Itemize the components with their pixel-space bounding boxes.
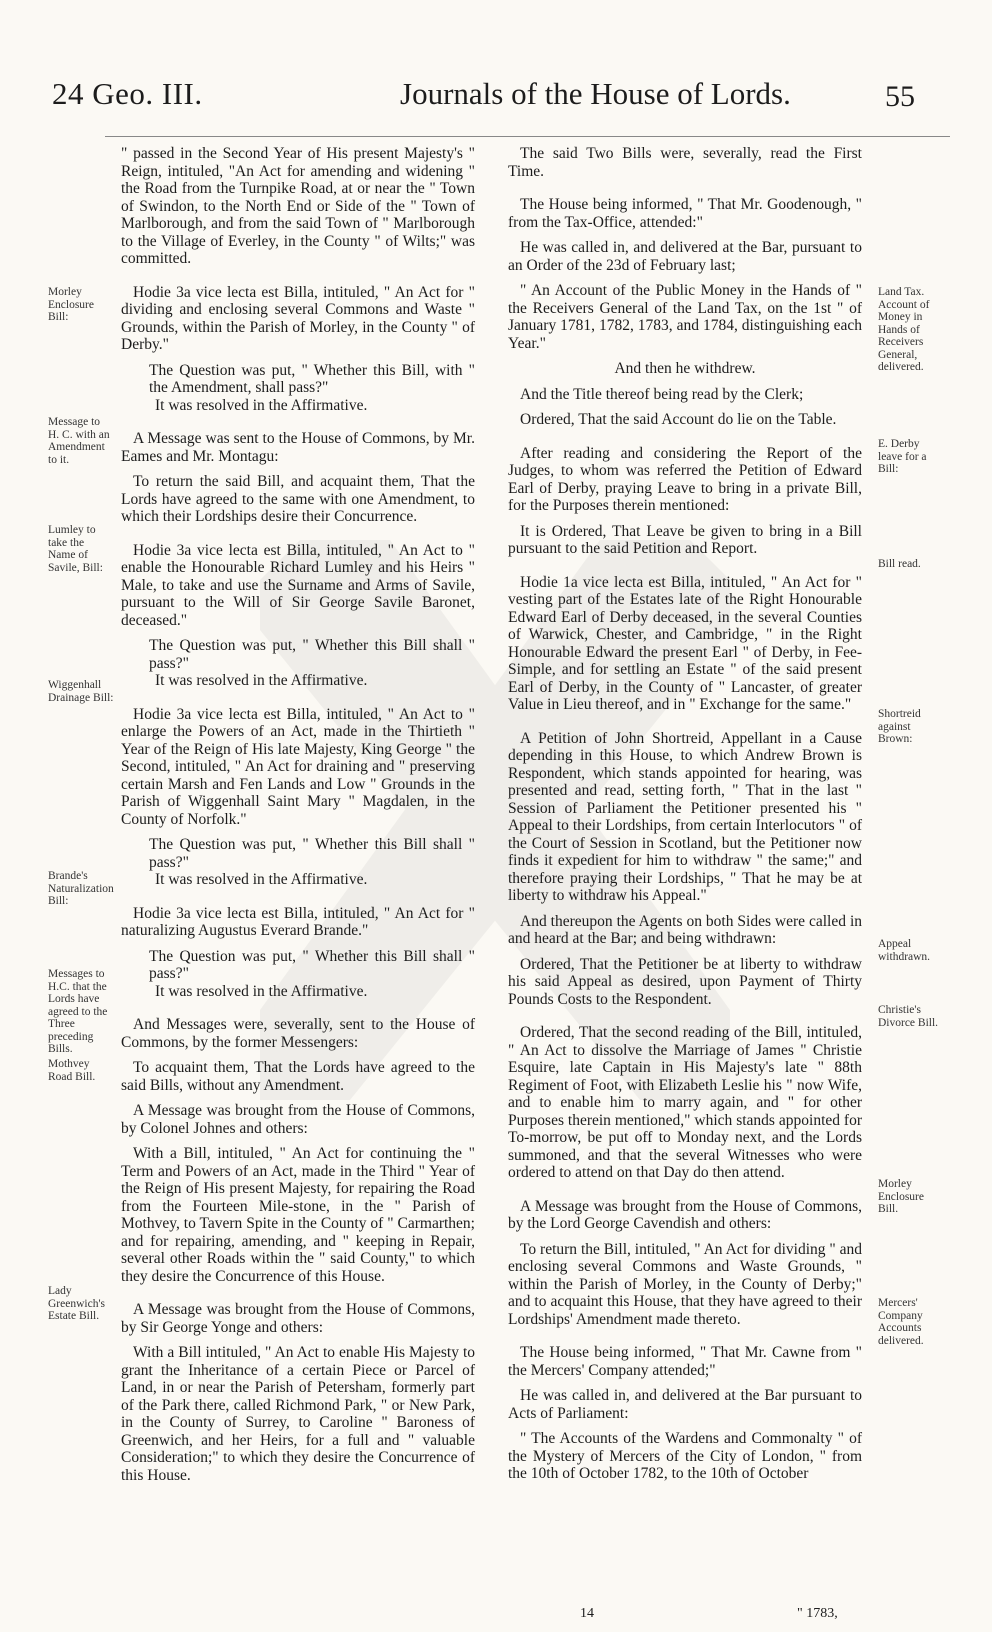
paragraph: To return the Bill, intituled, " An Act for dividing " and enclosing several Commons and Waste Grounds, " within the Parish of Morley, in the County of Derby;" and to acquaint this House, that they have agreed to their Lordships' Amendment made thereto. bbox=[508, 1240, 862, 1328]
margin-note: Appeal withdrawn. bbox=[878, 938, 931, 963]
paragraph: Hodie 1a vice lecta est Billa, intituled, " An Act for " vesting part of the Estates late of the Right Honourable Edward Earl of Derby deceased, in the several Counties of Warwick, Chester, and Cambridge, " in the Right Honourable Edward the present Earl " of Derby, in Fee-Simple, and for settling an Estate " of the said present Earl of Derby, in the County of " Lancaster, of greater Value in Lieu thereof, and in " Exchange for the same." bbox=[508, 573, 862, 713]
order-paragraph: Ordered, That the Petitioner be at liberty to withdraw his said Appeal as desired, upon Payment of Thirty Pounds Costs to the Respondent. bbox=[508, 955, 862, 1008]
margin-note: Shortreid against Brown: bbox=[878, 708, 921, 745]
paragraph: He was called in, and delivered at the Bar, pursuant to an Order of the 23d of February last; bbox=[508, 239, 862, 274]
margin-note: E. Derby leave for a Bill: bbox=[878, 438, 927, 475]
paragraph: " An Account of the Public Money in the Hands of " the Receivers General of the Land Tax, on the 1st " of January 1781, 1782, 1783, and 1784, distinguishing each Year." bbox=[508, 282, 862, 352]
margin-note: Lumley to take the Name of Savile, Bill: bbox=[48, 524, 103, 574]
paragraph: After reading and considering the Report of the Judges, to whom was referred the Petition of Edward Earl of Derby, praying Leave to bring in a private Bill, for the Purposes therein mentioned: bbox=[508, 444, 862, 514]
left-column bbox=[121, 145, 475, 1492]
catchword: " 1783, bbox=[797, 1606, 838, 1621]
running-head bbox=[0, 0, 992, 140]
paragraph: Hodie 3a vice lecta est Billa, intituled, " An Act to " enlarge the Powers of an Act, made in the Thirtieth " Year of the Reign of His late Majesty, King George " the Second, intituled, " An Act for draining and " preserving certain Marsh and Fen Lands and Low " Grounds in the Parish of Wiggenhall Saint Mary " Magdalen, in the County of Norfolk." bbox=[121, 705, 475, 828]
paragraph: Hodie 3a vice lecta est Billa, intituled, " An Act to " enable the Honourable Richard Lumley and his Heirs " Male, to take and use the Surname and Arms of Savile, pursuant to the Will of Sir George Savile Baronet, deceased." bbox=[121, 541, 475, 629]
paragraph: Hodie 3a vice lecta est Billa, intituled, " An Act for " naturalizing Augustus Everard Brande." bbox=[121, 904, 475, 939]
resolution-line: It was resolved in the Affirmative. bbox=[155, 672, 368, 689]
right-column bbox=[508, 145, 862, 1491]
journal-title: Journals of the House of Lords. bbox=[400, 76, 791, 111]
margin-note: Morley Enclosure Bill. bbox=[878, 1178, 924, 1215]
margin-note: Messages to H.C. that the Lords have agreed to the Three preceding Bills. bbox=[48, 968, 108, 1055]
question-line: The Question was put, " Whether this Bill shall " pass?" bbox=[149, 637, 475, 672]
paragraph: A Petition of John Shortreid, Appellant in a Cause depending in this House, to which Andrew Brown is Respondent, which stands appointed for hearing, was presented and read, setting forth, " That in the last " Session of Parliament the Petitioner presented his " Appeal to their Lordships, from certain Interlocutors " of the Court of Session in Scotland, but the Petitioner now finds it expedient for him to withdraw " the same;" and therefore praying their Lordships, " That he may be at liberty to withdraw his Appeal." bbox=[508, 729, 862, 904]
resolution-line: It was resolved in the Affirmative. bbox=[155, 871, 368, 888]
paragraph: " passed in the Second Year of His present Majesty's " Reign, intituled, "An Act for amending and widening " the Road from the Turnpike Road, at or near the " Town of Swindon, to the North End or Side of the " Town of Marlborough, and from the said Town of " Marlborough to the Village of Everley, in the County " of Wilts;" was committed. bbox=[121, 145, 475, 267]
paragraph: The House being informed, " That Mr. Goodenough, " from the Tax-Office, attended:" bbox=[508, 196, 862, 231]
margin-note: Christie's Divorce Bill. bbox=[878, 1004, 939, 1029]
paragraph: To return the said Bill, and acquaint them, That the Lords have agreed to the same with one Amendment, to which their Lordships desire their Concurrence. bbox=[121, 473, 475, 525]
margin-note: Wiggenhall Drainage Bill: bbox=[48, 679, 114, 704]
paragraph: A Message was brought from the House of Commons, by Colonel Johnes and others: bbox=[121, 1102, 475, 1137]
paragraph: The said Two Bills were, severally, read the First Time. bbox=[508, 145, 862, 180]
paragraph: With a Bill intituled, " An Act to enable His Majesty to grant the Inheritance of a certain Piece or Parcel of Land, in or near the Parish of Petersham, formerly part of the Park there, called Richmond Park, " or New Park, in the County of Surrey, to Caroline " Baroness of Greenwich, and her Heirs, for a full and " valuable Consideration;" to which they desire the Concurrence of this House. bbox=[121, 1344, 475, 1484]
paragraph: A Message was sent to the House of Commons, by Mr. Eames and Mr. Montagu: bbox=[121, 430, 475, 465]
paragraph: The House being informed, " That Mr. Cawne from " the Mercers' Company attended;" bbox=[508, 1344, 862, 1379]
margin-note: Morley Enclosure Bill: bbox=[48, 286, 94, 323]
margin-note: Lady Greenwich's Estate Bill. bbox=[48, 1285, 105, 1322]
margin-note: Brande's Naturalization Bill: bbox=[48, 870, 114, 907]
page-number: 55 bbox=[885, 80, 915, 113]
margin-note: Bill read. bbox=[878, 558, 921, 570]
paragraph: And the Title thereof being read by the Clerk; bbox=[520, 385, 804, 403]
order-paragraph: Ordered, That the second reading of the Bill, intituled, " An Act to dissolve the Marriage of James " Christie Esquire, late Captain in His Majesty's late " 88th Regiment of Foot, with Elizabeth Leslie his " now Wife, and to enable him to marry again, and " for other Purposes therein mentioned," which stands appointed for To-morrow, be put off to Monday next, and the Lords summoned, and that the several Witnesses who were ordered to attend on that Day do then attend. bbox=[508, 1024, 862, 1181]
paragraph: And thereupon the Agents on both Sides were called in and heard at the Bar; and being withdrawn: bbox=[508, 912, 862, 947]
paragraph: A Message was brought from the House of Commons, by Sir George Yonge and others: bbox=[121, 1301, 475, 1336]
question-line: The Question was put, " Whether this Bill shall " pass?" bbox=[149, 947, 475, 982]
margin-note: Mercers' Company Accounts delivered. bbox=[878, 1297, 924, 1347]
question-line: The Question was put, " Whether this Bill shall " pass?" bbox=[149, 836, 475, 871]
paragraph: And then he withdrew. bbox=[614, 360, 756, 377]
paragraph: Hodie 3a vice lecta est Billa, intituled, " An Act for " dividing and enclosing several Commons and Waste " Grounds, within the Parish of Morley, in the County " of Derby." bbox=[121, 283, 475, 353]
signature-mark: 14 bbox=[580, 1606, 594, 1621]
header-rule bbox=[105, 136, 950, 137]
margin-note: Land Tax. Account of Money in Hands of Receivers General, delivered. bbox=[878, 286, 930, 373]
resolution-line: It was resolved in the Affirmative. bbox=[155, 982, 368, 1000]
paragraph: " The Accounts of the Wardens and Commonalty " of the Mystery of Mercers of the City of London, " from the 10th of October 1782, to the 10th of October bbox=[508, 1430, 862, 1482]
paragraph: And Messages were, severally, sent to the House of Commons, by the former Messengers: bbox=[121, 1016, 475, 1051]
paragraph: He was called in, and delivered at the Bar pursuant to Acts of Parliament: bbox=[508, 1387, 862, 1422]
order-paragraph: It is Ordered, That Leave be given to bring in a Bill pursuant to the said Petition and Report. bbox=[508, 522, 862, 557]
margin-note: Message to H. C. with an Amendment to it. bbox=[48, 416, 110, 466]
paragraph: A Message was brought from the House of Commons, by the Lord George Cavendish and others: bbox=[508, 1197, 862, 1232]
margin-note: Mothvey Road Bill. bbox=[48, 1058, 96, 1083]
paragraph: With a Bill, intituled, " An Act for continuing the " Term and Powers of an Act, made in the Third " Year of the Reign of His present Majesty, for repairing the Road from the Fourteen Mile-stone, in the " Parish of Mothvey, to Tavern Spite in the County of " Carmarthen; and for repairing, amending, and " keeping in Repair, several other Roads within the " said County," to which they desire the Concurrence of this House. bbox=[121, 1145, 475, 1285]
regnal-year: 24 Geo. III. bbox=[52, 76, 203, 111]
order-paragraph: Ordered, That the said Account do lie on the Table. bbox=[520, 411, 837, 428]
question-line: The Question was put, " Whether this Bill, with " the Amendment, shall pass?" bbox=[149, 361, 475, 396]
paragraph: To acquaint them, That the Lords have agreed to the said Bills, without any Amendment. bbox=[121, 1059, 475, 1094]
resolution-line: It was resolved in the Affirmative. bbox=[155, 396, 368, 414]
